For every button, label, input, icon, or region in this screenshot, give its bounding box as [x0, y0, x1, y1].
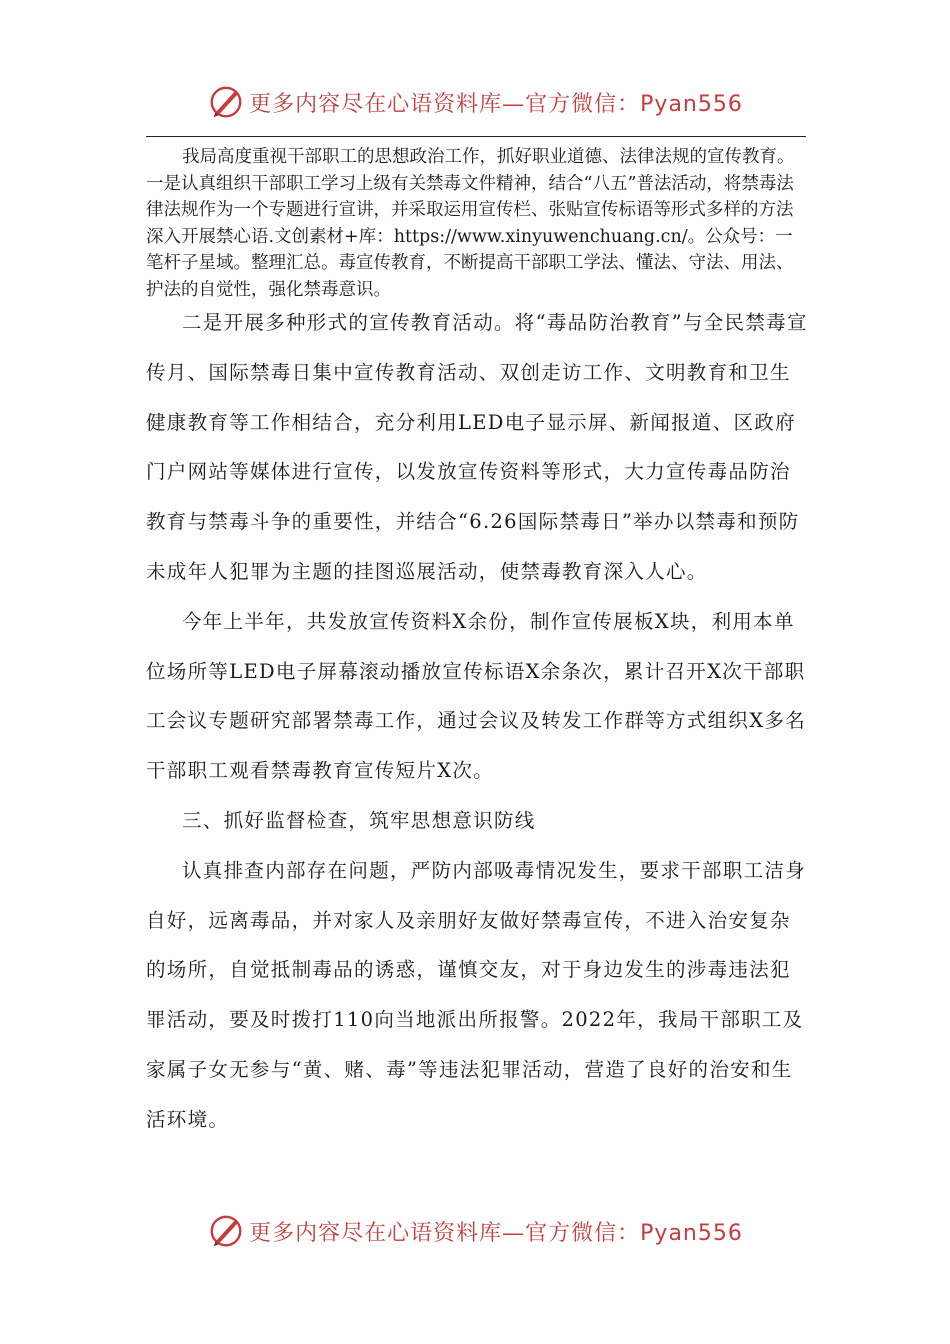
body-paragraph: 二是开展多种形式的宣传教育活动。将“毒品防治教育”与全民禁毒宣传月、国际禁毒日集中宣传教育活动、双创走访工作、文明教育和卫生健康教育等工作相结合，充分利用LED电子显示屏、新闻报道、区政府门户网站等媒体进行宣传，以发放宣传资料等形式，大力宣传毒品防治教育与禁毒斗争的重要性，并结合“6.26国际禁毒日”举办以禁毒和预防未成年人犯罪为主题的挂图巡展活动，使禁毒教育深入人心。 — [146, 311, 808, 583]
footer-banner — [0, 1207, 950, 1255]
banner-wechat-id: Pyan556 — [640, 91, 743, 117]
banner-official-text: 官方微信： — [525, 91, 641, 117]
section-heading: 三、抓好监督检查，筑牢思想意识防线 — [182, 808, 536, 832]
pen-logo-icon — [207, 83, 245, 121]
banner-separator: — — [502, 91, 526, 117]
body-paragraph: 认真排查内部存在问题，严防内部吸毒情况发生，要求干部职工洁身自好，远离毒品，并对家人及亲朋好友做好禁毒宣传，不进入治安复杂的场所，自觉抵制毒品的诱惑，谨慎交友，对于身边发生的涉毒违法犯罪活动，要及时拨打110向当地派出所报警。2022年，我局干部职工及家属子女无参与“黄、赌、毒”等违法犯罪活动，营造了良好的治安和生活环境。 — [146, 858, 807, 1131]
footer-site-text: 更多内容尽在心语资料库 — [249, 1220, 503, 1246]
intro-paragraph — [146, 144, 808, 303]
footer-wechat-id: Pyan556 — [640, 1220, 743, 1246]
banner-site-text: 更多内容尽在心语资料库 — [249, 91, 503, 117]
header-banner — [0, 78, 950, 126]
pen-logo-icon — [207, 1212, 245, 1250]
footer-separator: — — [502, 1220, 526, 1246]
header-rule — [146, 136, 806, 137]
footer-official-text: 官方微信： — [525, 1220, 641, 1246]
intro-text: 我局高度重视干部职工的思想政治工作，抓好职业道德、法律法规的宣传教育。一是认真组织干部职工学习上级有关禁毒文件精神，结合“八五”普法活动，将禁毒法律法规作为一个专题进行宣讲，并采取运用宣传栏、张贴宣传标语等形式多样的方法深入开展禁心语.文创素材+库：https://www.xinyuwenchuang.cn/。公众号：一笔杆子星域。整理汇总。毒宣传教育，不断提高干部职工学法、懂法、守法、用法、护法的自觉性，强化禁毒意识。 — [146, 147, 795, 300]
body-paragraph: 今年上半年，共发放宣传资料X余份，制作宣传展板X块，利用本单位场所等LED电子屏幕滚动播放宣传标语X余条次，累计召开X次干部职工会议专题研究部署禁毒工作，通过会议及转发工作群等方式组织X多名干部职工观看禁毒教育宣传短片X次。 — [146, 609, 806, 783]
document-body — [146, 298, 808, 1145]
